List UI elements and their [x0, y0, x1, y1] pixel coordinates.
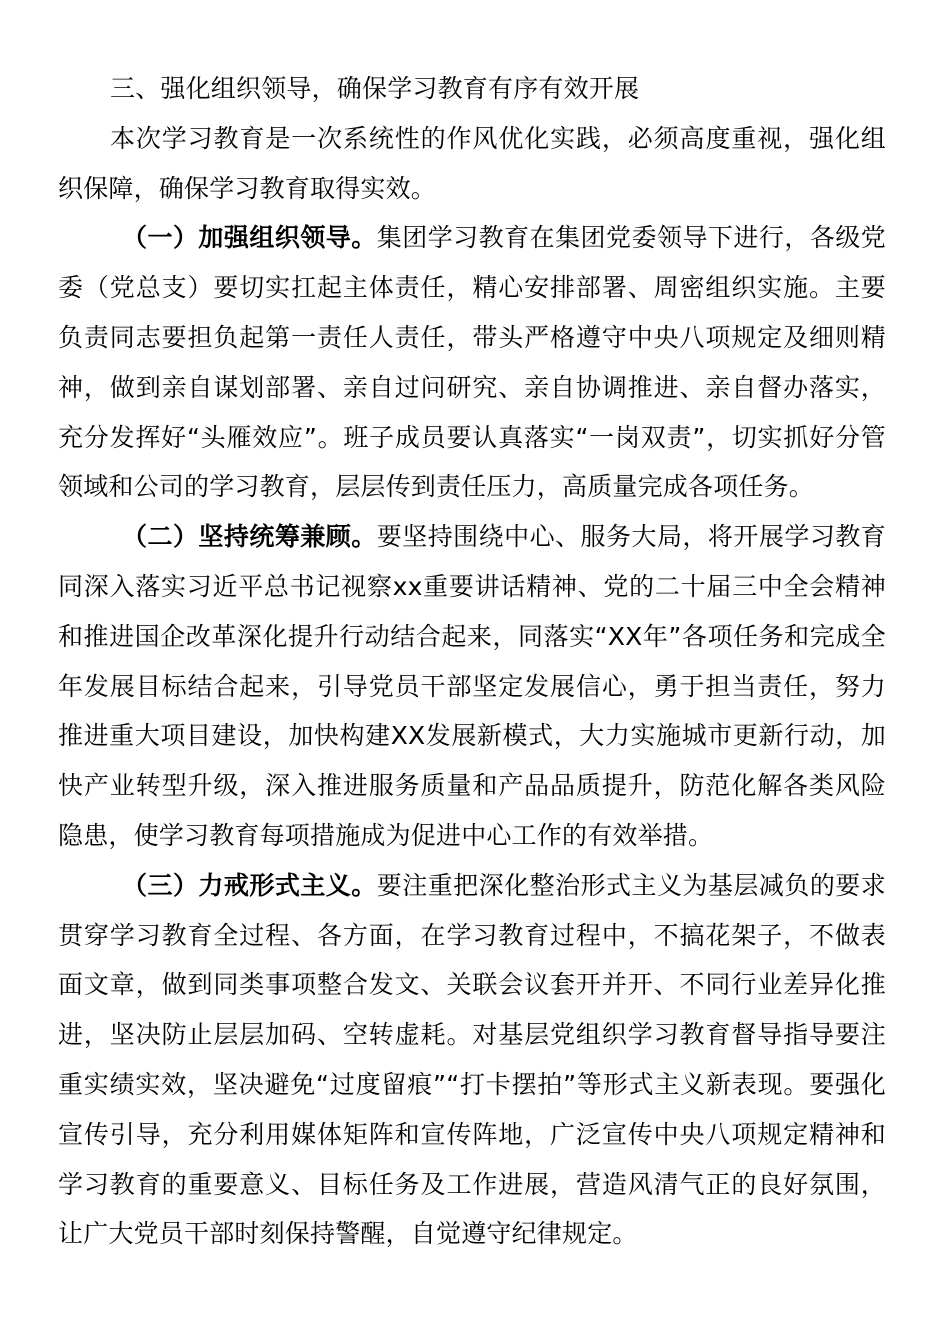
item-paragraph-2	[58, 512, 886, 861]
item-lead-1: （一）加强组织领导。	[122, 223, 377, 253]
section-heading: 三、强化组织领导，确保学习教育有序有效开展	[110, 74, 640, 103]
item-lead-3: （三）力戒形式主义。	[122, 870, 377, 900]
intro-paragraph: 本次学习教育是一次系统性的作风优化实践，必须高度重视，强化组织保障，确保学习教育取得实效。	[58, 123, 886, 203]
item-body-3: 要注重把深化整治形式主义为基层减负的要求贯穿学习教育全过程、各方面，在学习教育过程中，不搞花架子，不做表面文章，做到同类事项整合发文、关联会议套开并开、不同行业差异化推进，坚决防止层层加码、空转虚耗。对基层党组织学习教育督导指导要注重实绩实效，坚决避免“过度留痕”“打卡摆拍”等形式主义新表现。要强化宣传引导，充分利用媒体矩阵和宣传阵地，广泛宣传中央八项规定精神和学习教育的重要意义、目标任务及工作进展，营造风清气正的良好氛围，让广大党员干部时刻保持警醒，自觉遵守纪律规定。	[58, 870, 886, 1249]
item-paragraph-1	[58, 213, 886, 512]
item-lead-2: （二）坚持统筹兼顾。	[122, 522, 377, 552]
document-body	[58, 64, 886, 1259]
item-body-1: 集团学习教育在集团党委领导下进行，各级党委（党总支）要切实扛起主体责任，精心安排部署、周密组织实施。主要负责同志要担负起第一责任人责任，带头严格遵守中央八项规定及细则精神，做到亲自谋划部署、亲自过问研究、亲自协调推进、亲自督办落实，充分发挥好“头雁效应”。班子成员要认真落实“一岗双责”，切实抓好分管领域和公司的学习教育，层层传到责任压力，高质量完成各项任务。	[58, 223, 886, 502]
item-paragraph-3	[58, 861, 886, 1259]
item-body-2: 要坚持围绕中心、服务大局，将开展学习教育同深入落实习近平总书记视察xx重要讲话精神、党的二十届三中全会精神和推进国企改革深化提升行动结合起来，同落实“XX年”各项任务和完成全年发展目标结合起来，引导党员干部坚定发展信心，勇于担当责任，努力推进重大项目建设，加快构建XX发展新模式，大力实施城市更新行动，加快产业转型升级，深入推进服务质量和产品品质提升，防范化解各类风险隐患，使学习教育每项措施成为促进中心工作的有效举措。	[58, 522, 886, 850]
